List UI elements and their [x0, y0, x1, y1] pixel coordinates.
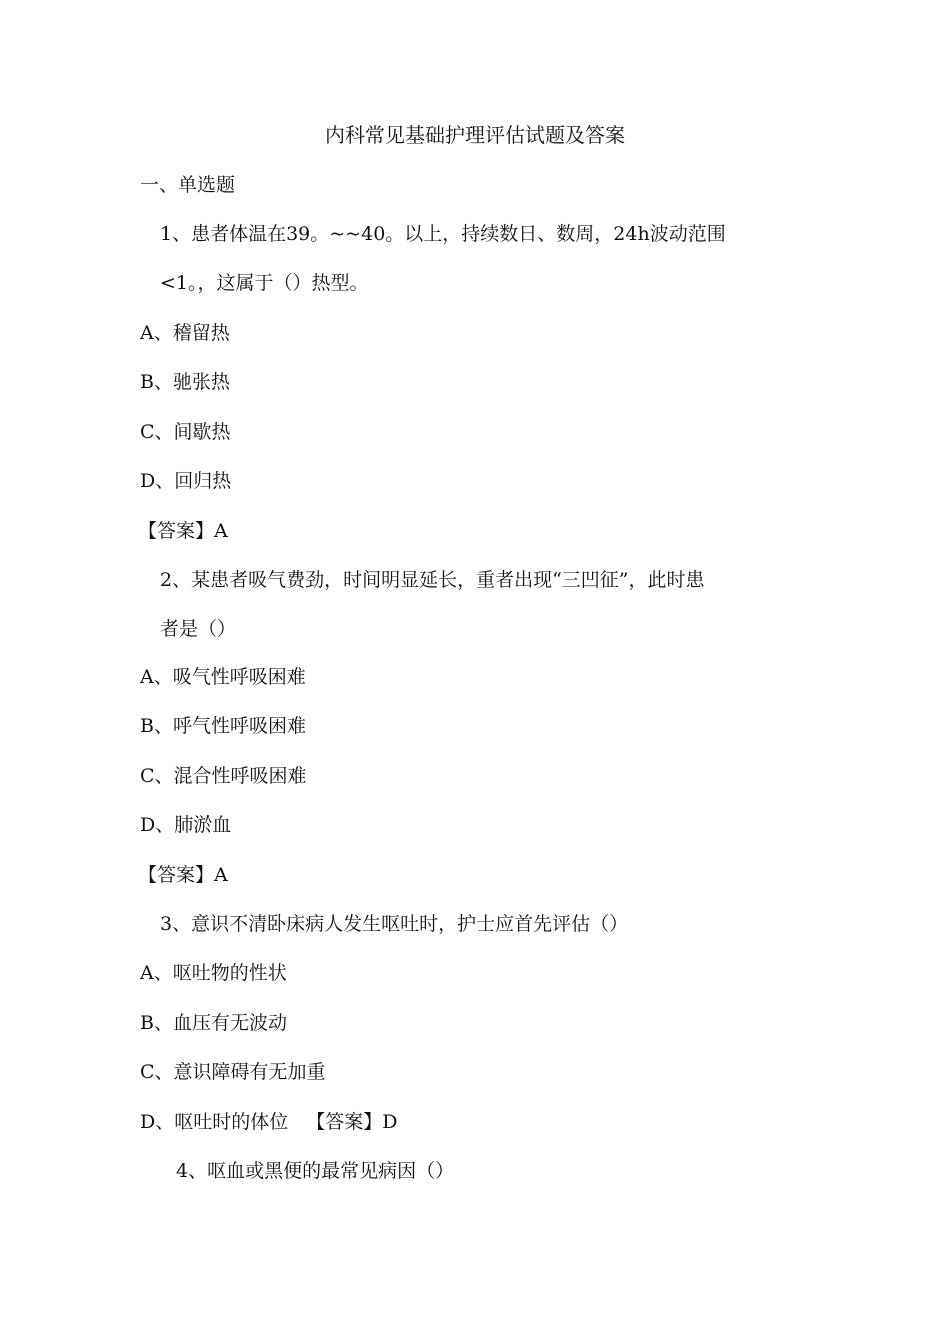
question-1-option-b: B、驰张热: [140, 371, 230, 393]
question-3-option-a: A、呕吐物的性状: [140, 962, 287, 984]
question-2-option-d: D、肺淤血: [140, 814, 232, 836]
question-2-stem-line2: 者是（）: [160, 618, 237, 640]
document-title: 内科常见基础护理评估试题及答案: [325, 123, 625, 147]
section-heading: 一、单选题: [140, 174, 236, 196]
question-2-answer: 【答案】A: [138, 864, 228, 886]
question-1-stem-line2: <1。，这属于（）热型。: [160, 272, 369, 294]
question-1-stem-line1: 1、患者体温在39。~~40。以上，持续数日、数周，24h波动范围: [160, 223, 726, 245]
question-3-option-d-and-answer: [140, 1109, 397, 1135]
question-1-option-a: A、稽留热: [140, 322, 230, 344]
question-1-option-c: C、间歇热: [140, 421, 231, 443]
question-3-option-b: B、血压有无波动: [140, 1012, 287, 1034]
question-4-stem-line1: 4、呕血或黑便的最常见病因（）: [176, 1160, 455, 1182]
question-1-option-d: D、回归热: [140, 470, 232, 492]
question-3-answer: 【答案】D: [306, 1111, 398, 1133]
question-2-stem-line1: 2、某患者吸气费劲，时间明显延长，重者出现“三凹征”，此时患: [160, 569, 705, 591]
question-2-option-a: A、吸气性呼吸困难: [140, 666, 306, 688]
question-2-option-b: B、呼气性呼吸困难: [140, 715, 306, 737]
question-1-answer: 【答案】A: [138, 520, 228, 542]
question-2-option-c: C、混合性呼吸困难: [140, 765, 307, 787]
question-3-stem-line1: 3、意识不清卧床病人发生呕吐时，护士应首先评估（）: [160, 913, 629, 935]
question-3-option-d: D、呕吐时的体位: [140, 1111, 289, 1133]
question-3-option-c: C、意识障碍有无加重: [140, 1061, 326, 1083]
